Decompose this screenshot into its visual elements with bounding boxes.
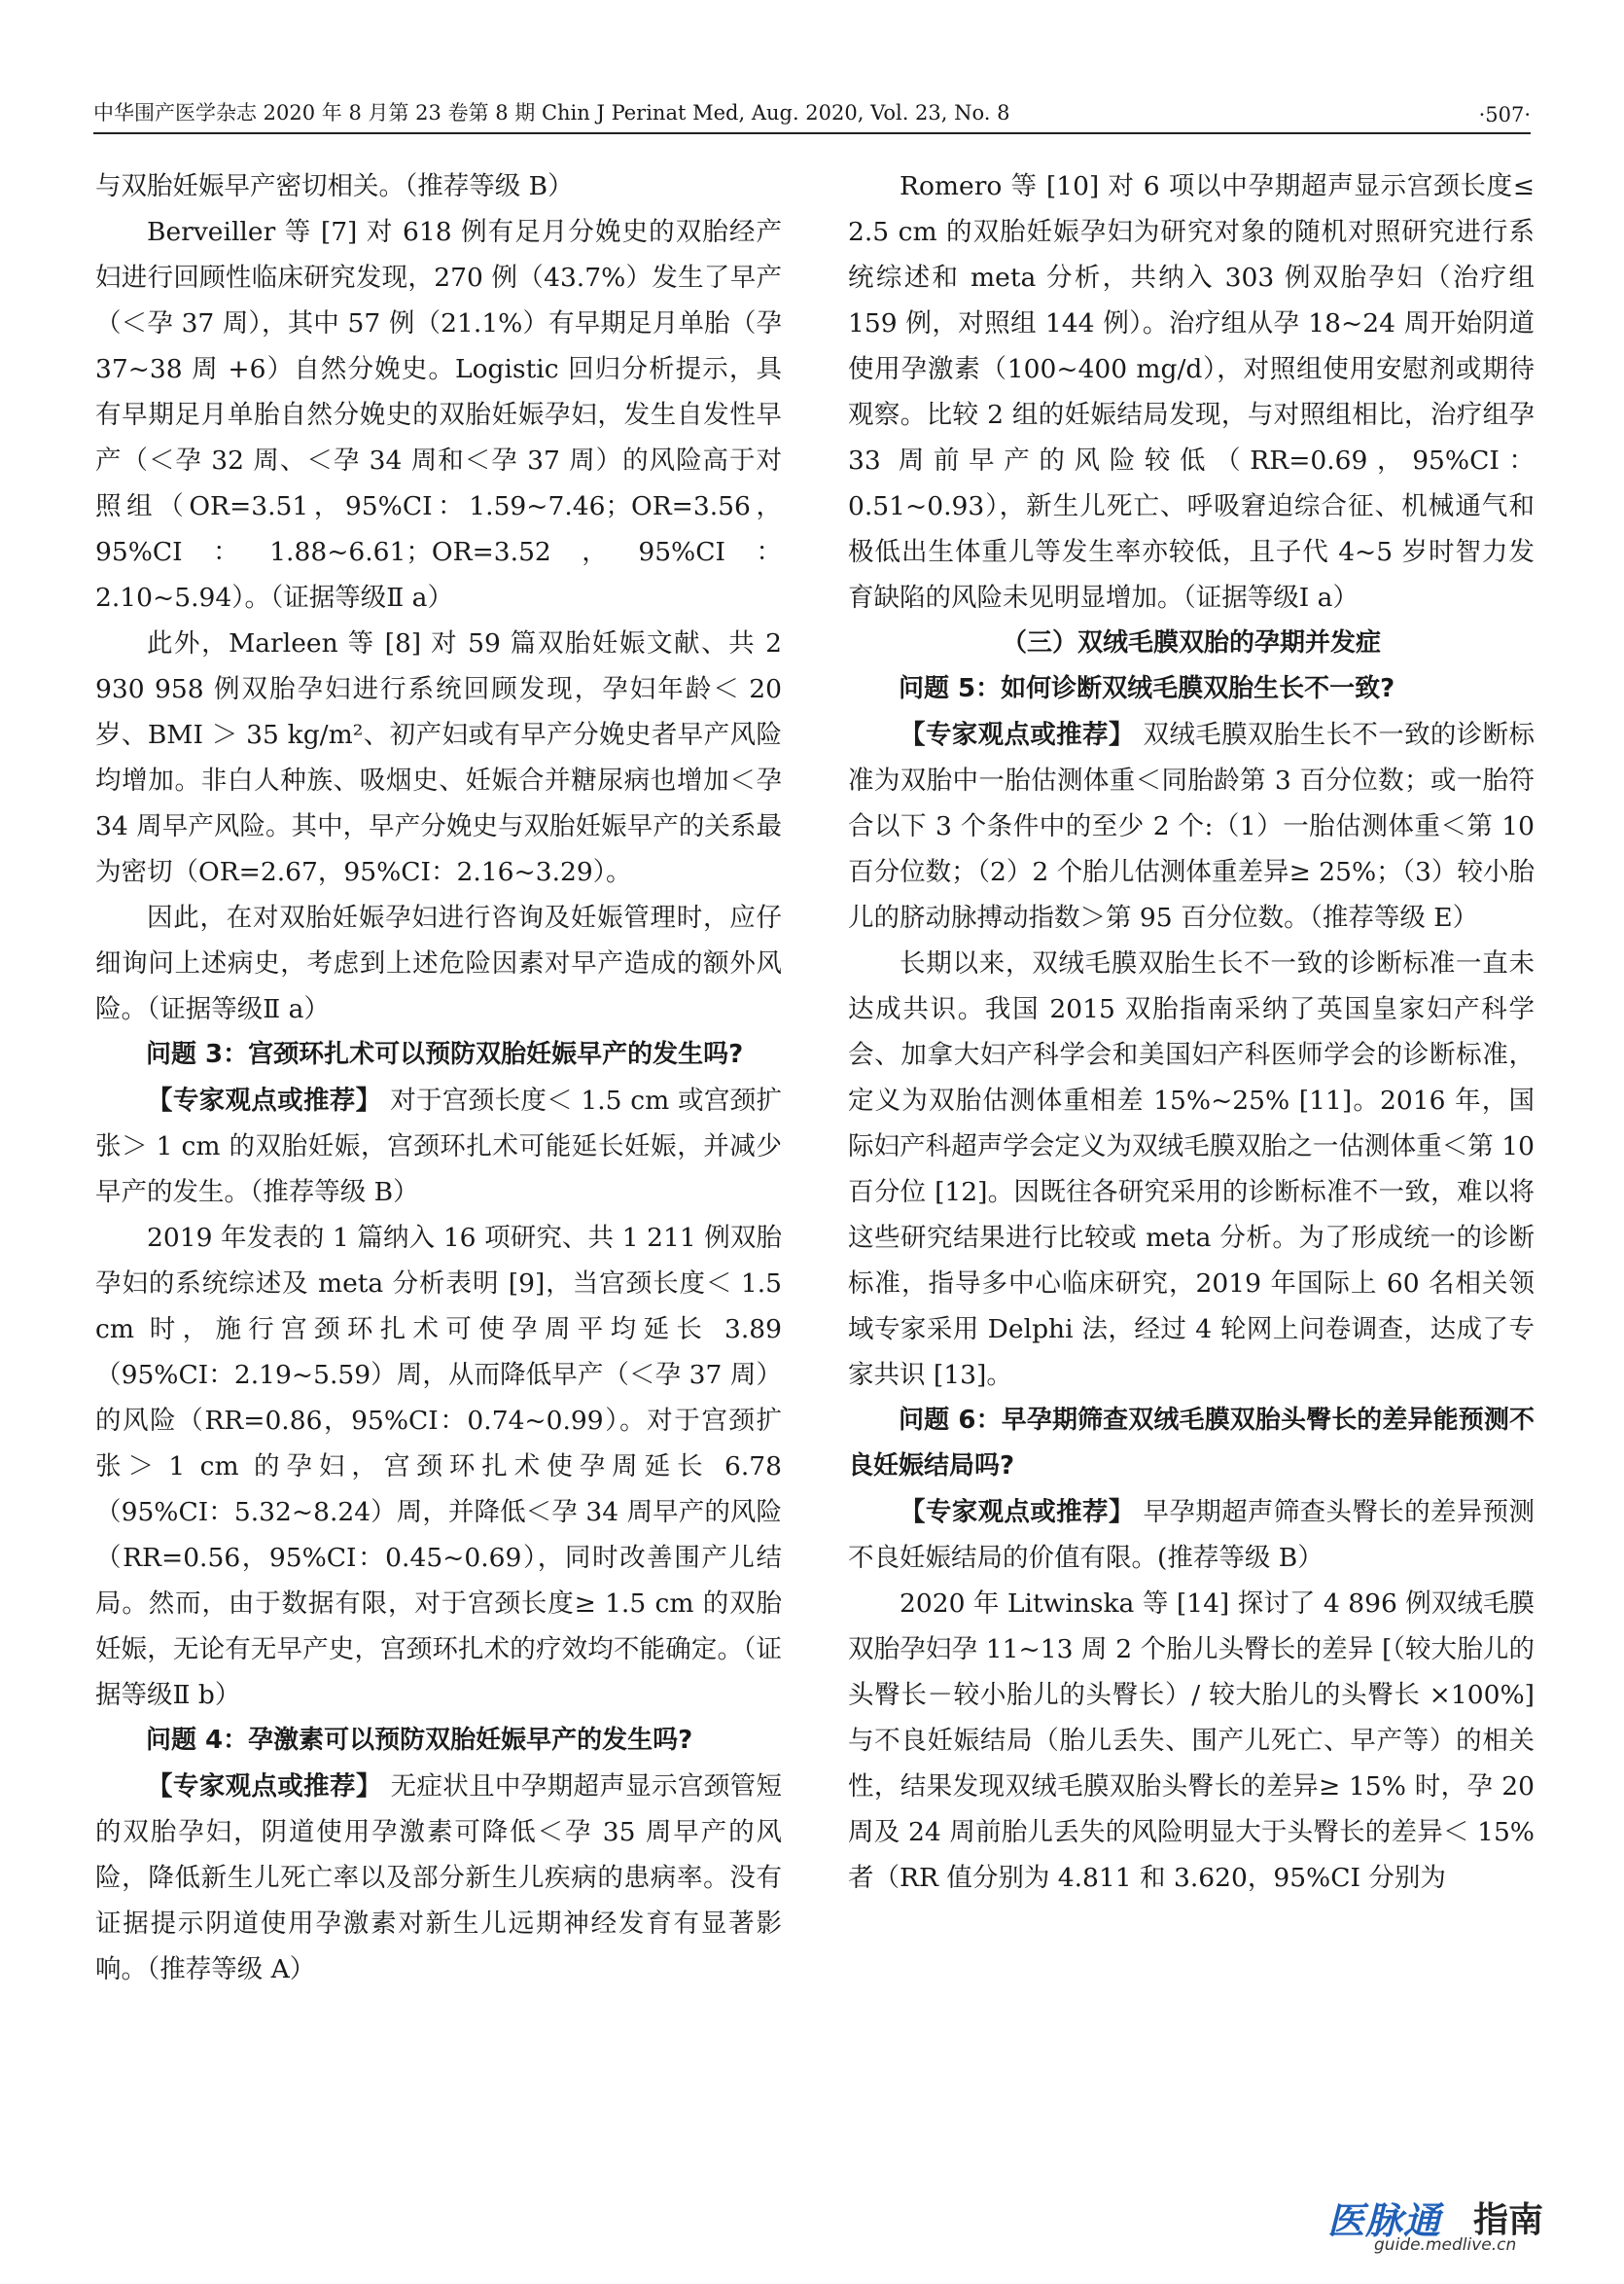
recommendation-label: 【专家观点或推荐】 [900, 1497, 1135, 1527]
section-heading: （三）双绒毛膜双胎的孕期并发症 [1001, 628, 1381, 658]
question-heading: 问题 5：如何诊断双绒毛膜双胎生长不一致? [899, 674, 1395, 703]
recommendation-label: 【专家观点或推荐】 [147, 1771, 382, 1802]
paragraph: 与双胎妊娠早产密切相关。（推荐等级 B） [95, 171, 574, 201]
recommendation-text: 对于宫颈长度＜ 1.5 cm 或宫颈扩张＞ 1 cm 的双胎妊娠，宫颈环扎术可能延长妊娠，并减少早产的发生。（推荐等级 B） [95, 1086, 782, 1207]
question-heading: 问题 3：宫颈环扎术可以预防双胎妊娠早产的发生吗? [146, 1040, 744, 1069]
paragraph: 2019 年发表的 1 篇纳入 16 项研究、共 1 211 例双胎孕妇的系统综述及 meta 分析表明 [9]，当宫颈长度＜ 1.5 cm 时，施行宫颈环扎术可使孕周平均延长 3.89（95%CI：2.19~5.59）周，从而降低早产（＜孕 37 周）的风险（RR=0.86，95%CI：0.74~0.99）。对于宫颈扩张＞ 1 cm 的孕妇，宫颈环扎术使孕周延长 6.78（95%CI：5.32~8.24）周，并降低＜孕 34 周早产的风险（RR=0.56，95%CI：0.45~0.69），同时改善围产儿结局。然而，由于数据有限，对于宫颈长度≥ 1.5 cm 的双胎妊娠，无论有无早产史，宫颈环扎术的疗效均不能确定。（证据等级Ⅱ b） [95, 1223, 782, 1710]
paragraph: 因此，在对双胎妊娠孕妇进行咨询及妊娠管理时，应仔细询问上述病史，考虑到上述危险因素对早产造成的额外风险。（证据等级Ⅱ a） [95, 903, 782, 1024]
right-column [848, 163, 1535, 1901]
left-column [95, 163, 782, 1992]
recommendation [95, 1078, 782, 1215]
recommendation-text: 早孕期超声筛查头臀长的差异预测不良妊娠结局的价值有限。(推荐等级 B） [848, 1497, 1535, 1573]
recommendation-label: 【专家观点或推荐】 [147, 1086, 382, 1116]
question-heading: 问题 4：孕激素可以预防双胎妊娠早产的发生吗? [146, 1726, 693, 1755]
paragraph: Romero 等 [10] 对 6 项以中孕期超声显示宫颈长度≤ 2.5 cm 的双胎妊娠孕妇为研究对象的随机对照研究进行系统综述和 meta 分析，共纳入 303 例双胎孕妇（治疗组 159 例，对照组 144 例）。治疗组从孕 18~24 周开始阴道使用孕激素（100~400 mg/d），对照组使用安慰剂或期待观察。比较 2 组的妊娠结局发现，与对照组相比，治疗组孕 33 周前早产的风险较低（RR=0.69，95%CI：0.51~0.93），新生儿死亡、呼吸窘迫综合征、机械通气和极低出生体重儿等发生率亦较低，且子代 4~5 岁时智力发育缺陷的风险未见明显增加。（证据等级Ⅰ a） [848, 171, 1535, 613]
medlive-watermark-logo [1327, 2191, 1551, 2259]
journal-info: 中华围产医学杂志 2020 年 8 月第 23 卷第 8 期 Chin J Perinat Med, Aug. 2020, Vol. 23, No. 8 [93, 101, 1010, 125]
recommendation [848, 1489, 1535, 1581]
recommendation [848, 712, 1535, 941]
page-number: ·507· [1478, 103, 1531, 126]
paragraph: 长期以来，双绒毛膜双胎生长不一致的诊断标准一直未达成共识。我国 2015 双胎指南采纳了英国皇家妇产科学会、加拿大妇产科学会和美国妇产科医师学会的诊断标准，定义为双胎估测体重相差 15%~25% [11]。2016 年，国际妇产科超声学会定义为双绒毛膜双胎之一估测体重＜第 10 百分位 [12]。因既往各研究采用的诊断标准不一致，难以将这些研究结果进行比较或 meta 分析。为了形成统一的诊断标准，指导多中心临床研究，2019 年国际上 60 名相关领域专家采用 Delphi 法，经过 4 轮网上问卷调查，达成了专家共识 [13]。 [848, 948, 1535, 1390]
recommendation-label: 【专家观点或推荐】 [900, 720, 1135, 750]
watermark-brand: 医脉通 [1327, 2199, 1442, 2242]
paragraph: 2020 年 Litwinska 等 [14] 探讨了 4 896 例双绒毛膜双胎孕妇孕 11~13 周 2 个胎儿头臀长的差异 [（较大胎儿的头臀长－较小胎儿的头臀长）/ 较大胎儿的头臀长 ×100%] 与不良妊娠结局（胎儿丢失、围产儿死亡、早产等）的相关性，结果发现双绒毛膜双胎头臀长的差异≥ 15% 时，孕 20 周及 24 周前胎儿丢失的风险明显大于头臀长的差异＜ 15% 者（RR 值分别为 4.811 和 3.620，95%CI 分别为 [848, 1588, 1535, 1893]
paragraph: 此外，Marleen 等 [8] 对 59 篇双胎妊娠文献、共 2 930 958 例双胎孕妇进行系统回顾发现，孕妇年龄＜ 20 岁、BMI ＞ 35 kg/m²、初产妇或有早产分娩史者早产风险均增加。非白人种族、吸烟史、妊娠合并糖尿病也增加＜孕 34 周早产风险。其中，早产分娩史与双胎妊娠早产的关系最为密切（OR=2.67，95%CI：2.16~3.29）。 [95, 628, 782, 887]
recommendation-text: 无症状且中孕期超声显示宫颈管短的双胎孕妇，阴道使用孕激素可降低＜孕 35 周早产的风险，降低新生儿死亡率以及部分新生儿疾病的患病率。没有证据提示阴道使用孕激素对新生儿远期神经发育有显著影响。（推荐等级 A） [95, 1771, 782, 1984]
running-header [93, 93, 1531, 134]
recommendation-text: 双绒毛膜双胎生长不一致的诊断标准为双胎中一胎估测体重＜同胎龄第 3 百分位数；或一胎符合以下 3 个条件中的至少 2 个:（1）一胎估测体重＜第 10 百分位数；（2）2 个胎儿估测体重差异≥ 25%；（3）较小胎儿的脐动脉搏动指数＞第 95 百分位数。（推荐等级 E） [848, 720, 1535, 933]
paragraph: Berveiller 等 [7] 对 618 例有足月分娩史的双胎经产妇进行回顾性临床研究发现，270 例（43.7%）发生了早产（＜孕 37 周），其中 57 例（21.1%）有早期足月单胎（孕 37~38 周 +6）自然分娩史。Logistic 回归分析提示，具有早期足月单胎自然分娩史的双胎妊娠孕妇，发生自发性早产（＜孕 32 周、＜孕 34 周和＜孕 37 周）的风险高于对照组（OR=3.51，95%CI：1.59~7.46；OR=3.56，95%CI：1.88~6.61；OR=3.52，95%CI：2.10~5.94）。（证据等级Ⅱ a） [95, 217, 782, 613]
watermark-suffix: 指南 [1473, 2200, 1544, 2240]
watermark-url: guide.medlive.cn [1374, 2235, 1517, 2255]
question-heading: 问题 6：早孕期筛查双绒毛膜双胎头臀长的差异能预测不良妊娠结局吗? [848, 1406, 1535, 1481]
recommendation [95, 1764, 782, 1992]
